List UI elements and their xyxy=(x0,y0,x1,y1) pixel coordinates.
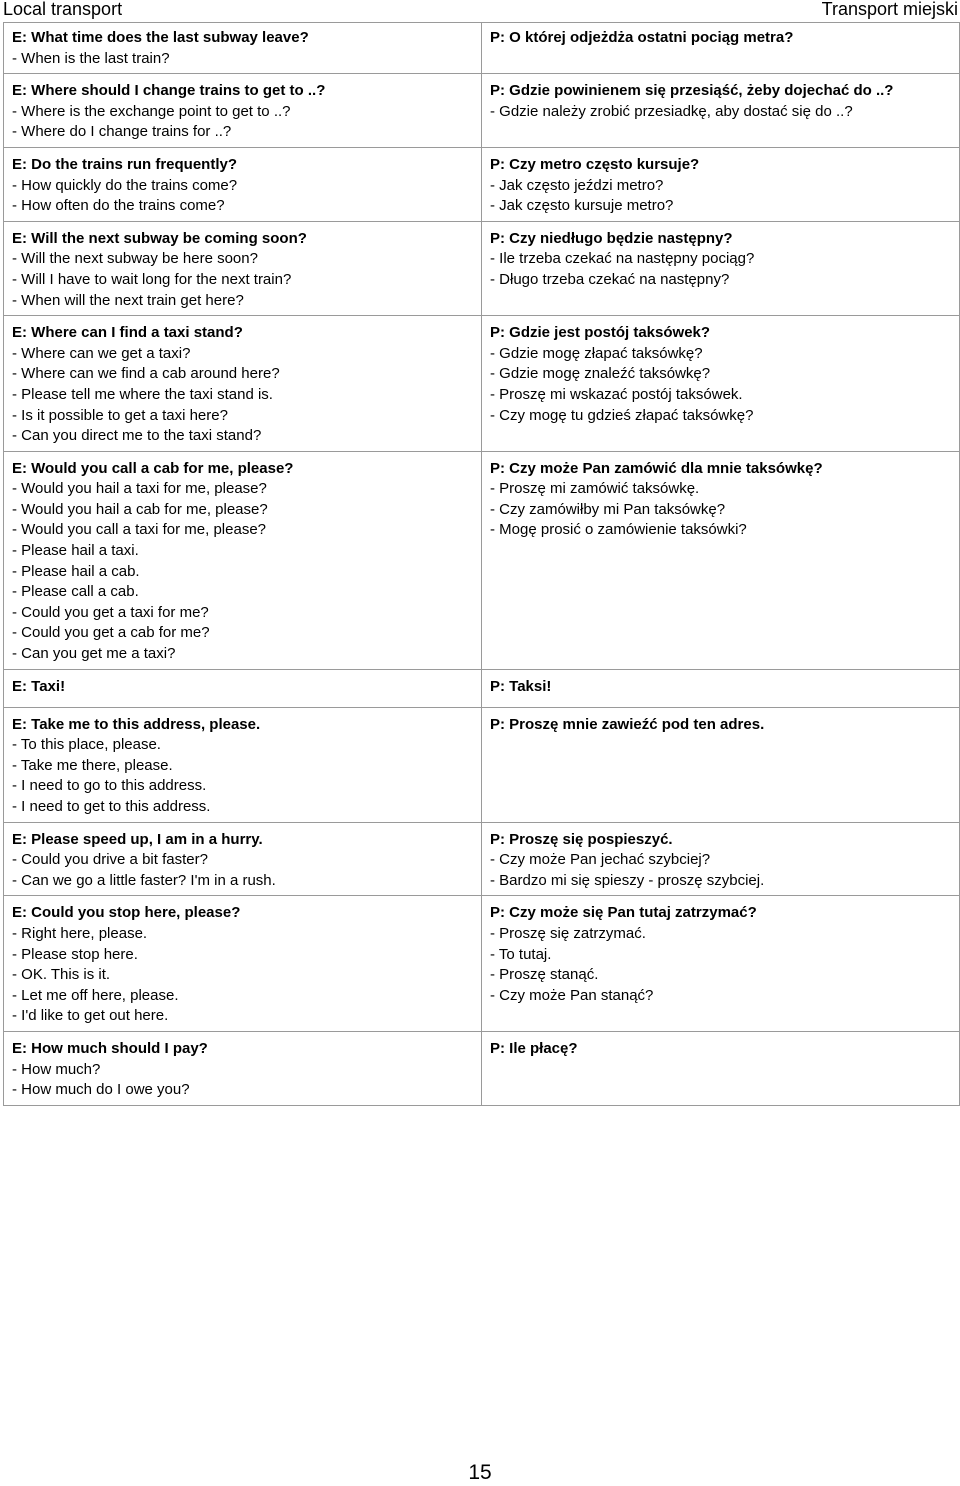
polish-phrase-cell xyxy=(482,147,960,221)
phrase-row xyxy=(4,316,960,452)
english-phrase-variant: - Could you get a cab for me? xyxy=(12,624,210,642)
polish-phrase-heading: P: Ile płacę? xyxy=(490,1039,578,1057)
polish-phrase-variant: - Czy zamówiłby mi Pan taksówkę? xyxy=(490,500,726,518)
english-phrase-cell xyxy=(4,896,482,1032)
page-header xyxy=(0,0,960,22)
english-phrase-variant: - When is the last train? xyxy=(12,49,170,67)
polish-phrase-variant: - Czy może Pan jechać szybciej? xyxy=(490,851,711,869)
polish-phrase-variant: - Proszę się zatrzymać. xyxy=(490,924,646,942)
polish-phrase-heading: P: Czy może Pan zamówić dla mnie taksówkę? xyxy=(490,459,823,477)
english-phrase-variant: - When will the next train get here? xyxy=(12,291,244,309)
english-phrase-variant: - I need to go to this address. xyxy=(12,777,207,795)
english-phrase-variant: - Would you hail a cab for me, please? xyxy=(12,500,268,518)
polish-phrase-variant: - Czy mogę tu gdzieś złapać taksówkę? xyxy=(490,406,754,424)
header-title-polish: Transport miejski xyxy=(821,0,958,19)
english-phrase-cell xyxy=(4,669,482,707)
english-phrase-cell xyxy=(4,316,482,452)
polish-phrase-heading: P: O której odjeżdża ostatni pociąg metra? xyxy=(490,29,794,46)
english-phrase-heading: E: Where should I change trains to get to ..? xyxy=(12,82,326,100)
polish-phrase-variant: - Gdzie mogę złapać taksówkę? xyxy=(490,344,703,362)
english-phrase-variant: - OK. This is it. xyxy=(12,966,111,984)
phrase-row xyxy=(4,147,960,221)
english-phrase-variant: - Would you hail a taxi for me, please? xyxy=(12,480,267,498)
english-phrase-heading: E: Would you call a cab for me, please? xyxy=(12,459,294,477)
english-phrase-variant: - Please tell me where the taxi stand is. xyxy=(12,385,273,403)
phrase-row xyxy=(4,707,960,822)
english-phrase-variant: - Please stop here. xyxy=(12,945,138,963)
polish-phrase-cell xyxy=(482,23,960,74)
polish-phrase-cell xyxy=(482,822,960,896)
phrase-row xyxy=(4,822,960,896)
english-phrase-cell xyxy=(4,221,482,315)
english-phrase-variant: - Can you get me a taxi? xyxy=(12,645,176,663)
english-phrase-cell xyxy=(4,822,482,896)
phrase-row xyxy=(4,1031,960,1105)
polish-phrase-heading: P: Czy niedługo będzie następny? xyxy=(490,229,733,247)
polish-phrase-variant: - Proszę stanąć. xyxy=(490,966,599,984)
header-title-english: Local transport xyxy=(3,0,123,19)
english-phrase-variant: - Can we go a little faster? I'm in a rush. xyxy=(12,871,276,889)
english-phrase-cell xyxy=(4,707,482,822)
english-phrase-variant: - Will I have to wait long for the next train? xyxy=(12,270,292,288)
english-phrase-variant: - To this place, please. xyxy=(12,736,161,754)
english-phrase-heading: E: Where can I find a taxi stand? xyxy=(12,324,243,342)
polish-phrase-cell xyxy=(482,451,960,669)
english-phrase-heading: E: How much should I pay? xyxy=(12,1039,208,1057)
english-phrase-heading: E: Will the next subway be coming soon? xyxy=(12,229,307,247)
phrase-row xyxy=(4,896,960,1032)
phrase-row xyxy=(4,669,960,707)
english-phrase-variant: - Please hail a taxi. xyxy=(12,542,139,560)
polish-phrase-variant: - Mogę prosić o zamówienie taksówki? xyxy=(490,521,747,539)
english-phrase-variant: - How often do the trains come? xyxy=(12,197,225,215)
polish-phrase-heading: P: Gdzie powinienem się przesiąść, żeby dojechać do ..? xyxy=(490,82,894,100)
polish-phrase-heading: P: Gdzie jest postój taksówek? xyxy=(490,324,711,342)
polish-phrase-variant: - Gdzie mogę znaleźć taksówkę? xyxy=(490,365,711,383)
english-phrase-variant: - Can you direct me to the taxi stand? xyxy=(12,427,262,445)
polish-phrase-variant: - Długo trzeba czekać na następny? xyxy=(490,270,730,288)
english-phrase-cell xyxy=(4,1031,482,1105)
polish-phrase-cell xyxy=(482,1031,960,1105)
polish-phrase-heading: P: Proszę się pospieszyć. xyxy=(490,830,673,848)
english-phrase-variant: - Let me off here, please. xyxy=(12,986,179,1004)
polish-phrase-variant: - Proszę mi zamówić taksówkę. xyxy=(490,480,700,498)
polish-phrase-heading: P: Czy metro często kursuje? xyxy=(490,155,700,173)
english-phrase-variant: - Please hail a cab. xyxy=(12,562,140,580)
english-phrase-heading: E: Please speed up, I am in a hurry. xyxy=(12,830,263,848)
english-phrase-cell xyxy=(4,147,482,221)
english-phrase-variant: - Take me there, please. xyxy=(12,756,173,774)
english-phrase-variant: - Where can we find a cab around here? xyxy=(12,365,280,383)
polish-phrase-heading: P: Czy może się Pan tutaj zatrzymać? xyxy=(490,904,757,922)
phrase-row xyxy=(4,74,960,148)
english-phrase-variant: - Will the next subway be here soon? xyxy=(12,250,258,268)
english-phrase-heading: E: Could you stop here, please? xyxy=(12,904,241,922)
polish-phrase-cell xyxy=(482,74,960,148)
english-phrase-heading: E: Take me to this address, please. xyxy=(12,715,261,733)
english-phrase-heading: E: Do the trains run frequently? xyxy=(12,155,238,173)
english-phrase-heading: E: Taxi! xyxy=(12,677,66,695)
english-phrase-variant: - I need to get to this address. xyxy=(12,798,211,815)
english-phrase-variant: - How much do I owe you? xyxy=(12,1081,190,1099)
polish-phrase-variant: - Ile trzeba czekać na następny pociąg? xyxy=(490,250,755,268)
polish-phrase-variant: - Gdzie należy zrobić przesiadkę, aby dostać się do ..? xyxy=(490,102,853,120)
page-number: 15 xyxy=(468,1461,492,1484)
english-phrase-variant: - I'd like to get out here. xyxy=(12,1007,169,1025)
polish-phrase-variant: - To tutaj. xyxy=(490,945,552,963)
polish-phrase-variant: - Bardzo mi się spieszy - proszę szybciej. xyxy=(490,871,765,889)
polish-phrase-cell xyxy=(482,707,960,822)
english-phrase-variant: - Could you get a taxi for me? xyxy=(12,603,209,621)
polish-phrase-heading: P: Proszę mnie zawieźć pod ten adres. xyxy=(490,715,765,733)
polish-phrase-heading: P: Taksi! xyxy=(490,677,552,695)
polish-phrase-variant: - Czy może Pan stanąć? xyxy=(490,986,654,1004)
phrase-row xyxy=(4,451,960,669)
english-phrase-variant: - Please call a cab. xyxy=(12,583,139,601)
english-phrase-cell xyxy=(4,74,482,148)
polish-phrase-variant: - Jak często kursuje metro? xyxy=(490,197,674,215)
english-phrase-variant: - Where is the exchange point to get to ..? xyxy=(12,102,291,120)
english-phrase-variant: - Is it possible to get a taxi here? xyxy=(12,406,228,424)
english-phrase-variant: - Would you call a taxi for me, please? xyxy=(12,521,267,539)
english-phrase-variant: - How much? xyxy=(12,1060,101,1078)
polish-phrase-cell xyxy=(482,221,960,315)
english-phrase-heading: E: What time does the last subway leave? xyxy=(12,29,309,46)
phrase-row xyxy=(4,221,960,315)
english-phrase-variant: - Where can we get a taxi? xyxy=(12,344,191,362)
english-phrase-variant: - Right here, please. xyxy=(12,924,148,942)
polish-phrase-cell xyxy=(482,669,960,707)
polish-phrase-variant: - Proszę mi wskazać postój taksówek. xyxy=(490,385,743,403)
polish-phrase-variant: - Jak często jeździ metro? xyxy=(490,176,664,194)
polish-phrase-cell xyxy=(482,316,960,452)
english-phrase-variant: - Could you drive a bit faster? xyxy=(12,851,208,869)
polish-phrase-cell xyxy=(482,896,960,1032)
phrase-table-body xyxy=(4,23,960,1106)
english-phrase-cell xyxy=(4,451,482,669)
english-phrase-variant: - Where do I change trains for ..? xyxy=(12,123,232,141)
phrase-row xyxy=(4,23,960,74)
english-phrase-variant: - How quickly do the trains come? xyxy=(12,176,238,194)
english-phrase-cell xyxy=(4,23,482,74)
phrase-table xyxy=(3,22,960,1106)
